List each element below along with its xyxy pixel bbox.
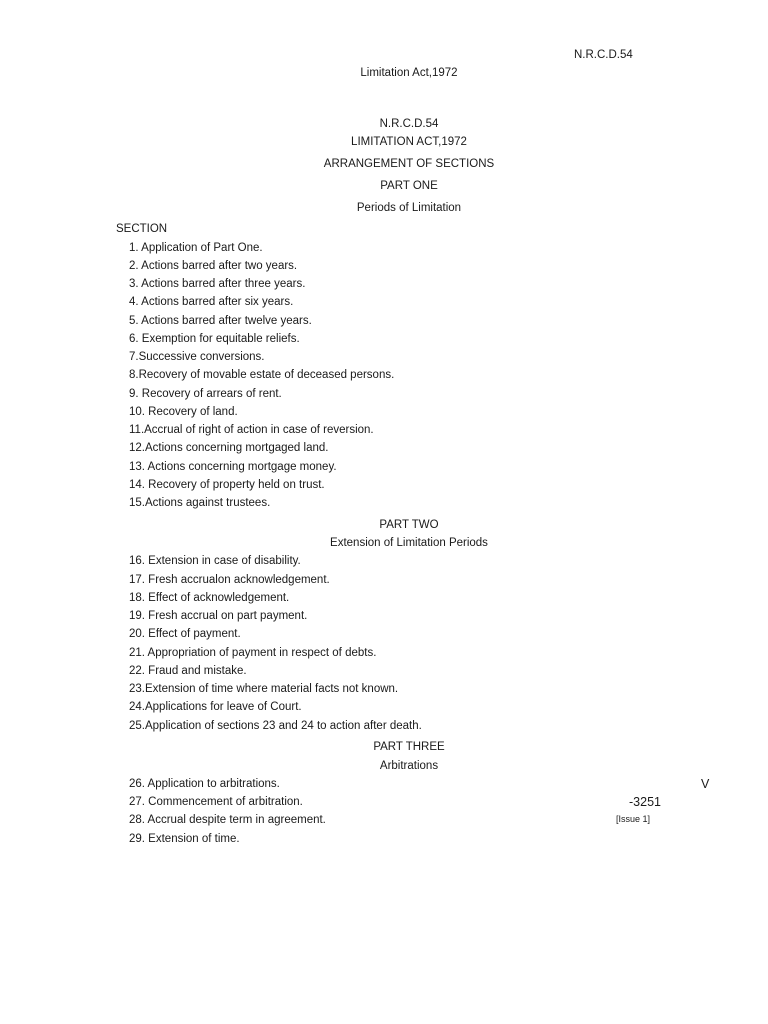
- list-item: 24.Applications for leave of Court.: [129, 701, 302, 713]
- list-item: 21. Appropriation of payment in respect of debts.: [129, 647, 377, 659]
- list-item: 2. Actions barred after two years.: [129, 260, 298, 272]
- list-item: 10. Recovery of land.: [129, 406, 238, 418]
- list-item: 6. Exemption for equitable reliefs.: [129, 333, 300, 345]
- list-item: 23.Extension of time where material facts not known.: [129, 683, 399, 695]
- part-one-subheading: Periods of Limitation: [356, 202, 462, 214]
- list-item: 28. Accrual despite term in agreement.: [129, 814, 326, 826]
- list-item: 7.Successive conversions.: [129, 351, 265, 363]
- list-item: 26. Application to arbitrations.: [129, 778, 280, 790]
- part-one-heading: PART ONE: [380, 180, 438, 192]
- issue-label: [Issue 1]: [616, 814, 651, 824]
- list-item: 13. Actions concerning mortgage money.: [129, 461, 337, 473]
- list-item: 20. Effect of payment.: [129, 628, 241, 640]
- list-item: 14. Recovery of property held on trust.: [129, 479, 325, 491]
- list-item: 27. Commencement of arbitration.: [129, 796, 303, 808]
- list-item: 29. Extension of time.: [129, 833, 240, 845]
- part-three-heading: PART THREE: [373, 741, 445, 753]
- list-item: 3. Actions barred after three years.: [129, 278, 306, 290]
- list-item: 12.Actions concerning mortgaged land.: [129, 442, 329, 454]
- list-item: 4. Actions barred after six years.: [129, 296, 294, 308]
- list-item: 18. Effect of acknowledgement.: [129, 592, 290, 604]
- header-code: N.R.C.D.54: [574, 49, 633, 61]
- list-item: 5. Actions barred after twelve years.: [129, 315, 312, 327]
- list-item: 15.Actions against trustees.: [129, 497, 271, 509]
- list-item: 22. Fraud and mistake.: [129, 665, 247, 677]
- section-label: SECTION: [116, 223, 168, 235]
- arrangement-heading: ARRANGEMENT OF SECTIONS: [323, 158, 495, 170]
- act-title: LIMITATION ACT,1972: [351, 136, 467, 148]
- list-item: 25.Application of sections 23 and 24 to action after death.: [129, 720, 422, 732]
- list-item: 19. Fresh accrual on part payment.: [129, 610, 308, 622]
- page-number: -3251: [629, 795, 661, 809]
- part-two-subheading: Extension of Limitation Periods: [330, 537, 488, 549]
- list-item: 16. Extension in case of disability.: [129, 555, 301, 567]
- running-title: Limitation Act,1972: [360, 67, 458, 79]
- list-item: 1. Application of Part One.: [129, 242, 263, 254]
- volume-mark: V: [701, 777, 710, 791]
- list-item: 11.Accrual of right of action in case of reversion.: [129, 424, 374, 436]
- list-item: 9. Recovery of arrears of rent.: [129, 388, 282, 400]
- list-item: 17. Fresh accrualon acknowledgement.: [129, 574, 330, 586]
- list-item: 8.Recovery of movable estate of deceased persons.: [129, 369, 395, 381]
- part-three-subheading: Arbitrations: [379, 760, 439, 772]
- act-code: N.R.C.D.54: [379, 118, 439, 130]
- part-two-heading: PART TWO: [379, 519, 439, 531]
